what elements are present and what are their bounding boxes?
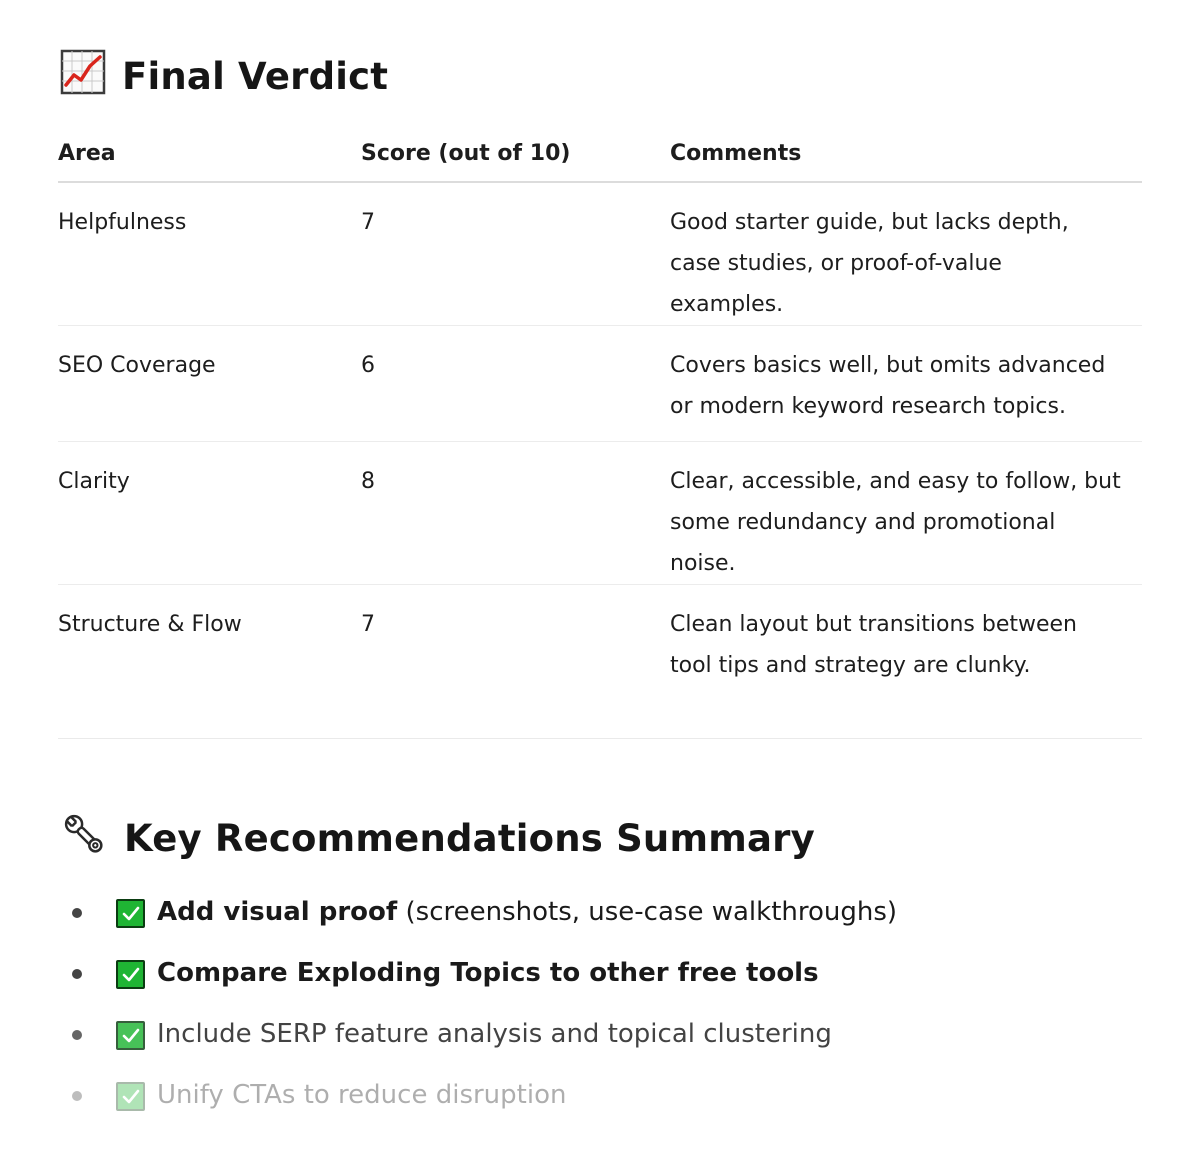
area-cell: Helpfulness (58, 182, 361, 326)
table-row (58, 326, 1142, 442)
column-header-comments: Comments (670, 126, 1142, 182)
final-verdict-heading (60, 52, 388, 100)
bullet-dot (72, 1030, 82, 1040)
score-cell: 7 (361, 182, 670, 326)
bullet-dot (72, 1091, 82, 1101)
verdict-table (58, 126, 1142, 701)
list-item (58, 882, 1142, 943)
recommendation-text: Unify CTAs to reduce disruption (157, 1080, 567, 1110)
recommendation-text: Compare Exploding Topics to other free tools (157, 958, 819, 988)
table-header-row (58, 126, 1142, 182)
recommendations-list (58, 882, 1142, 1126)
check-mark-icon (116, 899, 145, 928)
recommendations-title: Key Recommendations Summary (124, 816, 815, 860)
area-cell: Structure & Flow (58, 612, 242, 637)
table-row (58, 585, 1142, 701)
chart-increasing-icon (60, 49, 106, 104)
comments-cell: Clean layout but transitions between tool tips and strategy are clunky. (670, 612, 1077, 678)
table-row (58, 182, 1142, 326)
bullet-dot (72, 908, 82, 918)
bullet-dot (72, 969, 82, 979)
list-item (58, 943, 1142, 1004)
score-cell: 7 (361, 612, 375, 637)
list-item (58, 1004, 1142, 1065)
comments-cell: Good starter guide, but lacks depth, case studies, or proof-of-value examples. (670, 182, 1142, 326)
recommendation-text: Include SERP feature analysis and topical clustering (157, 1019, 832, 1049)
table-row (58, 442, 1142, 585)
check-mark-icon (116, 960, 145, 989)
recommendations-heading (60, 812, 815, 864)
area-cell: SEO Coverage (58, 326, 361, 442)
wrench-icon (60, 810, 108, 867)
check-mark-icon (116, 1082, 145, 1111)
comments-cell: Clear, accessible, and easy to follow, but some redundancy and promotional noise. (670, 442, 1142, 585)
final-verdict-title: Final Verdict (122, 54, 389, 98)
section-divider (58, 738, 1142, 739)
column-header-area: Area (58, 126, 361, 182)
list-item (58, 1065, 1142, 1126)
score-cell: 6 (361, 326, 670, 442)
column-header-score: Score (out of 10) (361, 126, 670, 182)
recommendation-text: Add visual proof (screenshots, use-case walkthroughs) (157, 897, 898, 927)
score-cell: 8 (361, 442, 670, 585)
area-cell: Clarity (58, 442, 361, 585)
check-mark-icon (116, 1021, 145, 1050)
comments-cell: Covers basics well, but omits advanced or modern keyword research topics. (670, 326, 1142, 442)
